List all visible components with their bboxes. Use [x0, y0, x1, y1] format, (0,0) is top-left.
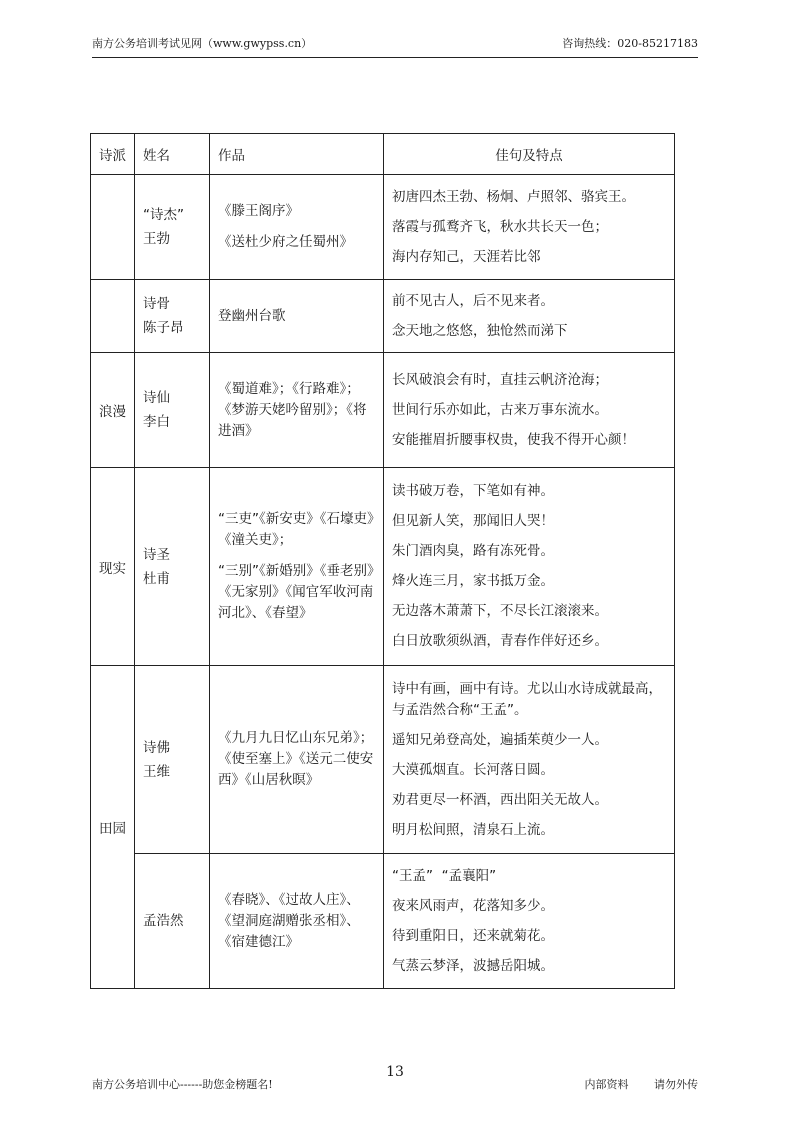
line-item: 无边落木萧萧下，不尽长江滚滚来。 — [392, 603, 608, 619]
line-item: 劝君更尽一杯酒，西出阳关无故人。 — [392, 791, 608, 808]
work-item: 《蜀道难》；《行路难》；《梦游天姥吟留别》；《将进酒》 — [218, 380, 367, 439]
header-site-title: 南方公务培训考试见网（www.gwypss.cn） — [92, 37, 313, 50]
line-item: 念天地之悠悠，独怆然而涕下 — [392, 322, 568, 339]
line-item: 气蒸云梦泽，波撼岳阳城。 — [392, 957, 554, 974]
school-cell: 现实 — [91, 468, 135, 666]
lines-cell — [384, 353, 675, 468]
poet-title: “诗杰” — [143, 207, 184, 223]
table-row — [91, 468, 675, 666]
lines-cell — [384, 175, 675, 280]
line-item: 世间行乐亦如此，古来万事东流水。 — [392, 401, 608, 418]
line-item: 长风破浪会有时，直挂云帆济沧海； — [392, 371, 608, 388]
poet-name: 孟浩然 — [143, 913, 184, 929]
poet-title: 诗骨 — [143, 296, 170, 312]
line-item: 夜来风雨声，花落知多少。 — [392, 897, 554, 914]
work-item: “三吏”《新安吏》《石壕吏》《潼关吏》； — [218, 511, 374, 548]
school-cell — [91, 280, 135, 353]
header-name: 姓名 — [135, 134, 210, 175]
footer-internal-label: 内部资料 — [584, 1078, 629, 1091]
line-item: 烽火连三月，家书抵万金。 — [392, 573, 554, 589]
line-item: 遥知兄弟登高处，遍插茱萸少一人。 — [392, 731, 608, 748]
school-cell: 田园 — [91, 666, 135, 989]
work-item: “三别”《新婚别》《垂老别》《无家别》《闻官军收河南河北》、《春望》 — [218, 563, 374, 621]
header-hotline: 咨询热线：020-85217183 — [562, 37, 698, 50]
works-cell — [210, 175, 384, 280]
table-header-row — [91, 134, 675, 175]
page-header — [92, 35, 698, 55]
lines-cell — [384, 666, 675, 854]
name-cell — [135, 353, 210, 468]
poet-title: 诗仙 — [143, 390, 170, 406]
footer-slogan: 南方公务培训中心------助您金榜题名! — [92, 1078, 273, 1091]
table-row — [91, 666, 675, 854]
poet-name: 李白 — [143, 414, 170, 430]
header-divider — [92, 57, 698, 58]
school-cell: 浪漫 — [91, 353, 135, 468]
line-item: 白日放歌须纵酒，青春作伴好还乡。 — [392, 633, 608, 649]
work-item: 《滕王阁序》 — [218, 203, 299, 219]
line-item: 朱门酒肉臭，路有冻死骨。 — [392, 543, 554, 559]
footer-no-distribute-label: 请勿外传 — [654, 1078, 698, 1091]
line-item: 落霞与孤鹜齐飞，秋水共长天一色； — [392, 218, 608, 235]
line-item: 海内存知己，天涯若比邻 — [392, 248, 541, 265]
line-item: 读书破万卷，下笔如有神。 — [392, 483, 554, 499]
header-lines: 佳句及特点 — [384, 134, 675, 175]
name-cell — [135, 666, 210, 854]
page-footer — [92, 1064, 698, 1094]
line-item: 大漠孤烟直。长河落日圆。 — [392, 761, 554, 778]
line-item: 诗中有画，画中有诗。尤以山水诗成就最高，与孟浩然合称“王孟”。 — [392, 680, 662, 718]
lines-cell — [384, 854, 675, 989]
header-works: 作品 — [210, 134, 384, 175]
works-cell — [210, 666, 384, 854]
page-number: 13 — [386, 1064, 404, 1080]
line-item: 明月松间照，清泉石上流。 — [392, 821, 554, 838]
poet-title: 诗圣 — [143, 546, 170, 563]
name-cell — [135, 854, 210, 989]
footer-notice — [585, 1076, 699, 1092]
line-item: 初唐四杰王勃、杨炯、卢照邻、骆宾王。 — [392, 188, 635, 205]
works-cell — [210, 854, 384, 989]
table-row — [91, 280, 675, 353]
line-item: “王孟” “孟襄阳” — [392, 867, 497, 884]
table-row — [91, 175, 675, 280]
poet-title: 诗佛 — [143, 739, 170, 756]
works-cell — [210, 468, 384, 666]
line-item: 待到重阳日，还来就菊花。 — [392, 927, 554, 944]
poets-table — [90, 133, 675, 989]
name-cell — [135, 280, 210, 353]
poet-name: 王维 — [143, 763, 170, 780]
header-school: 诗派 — [91, 134, 135, 175]
poet-name: 杜甫 — [143, 570, 170, 587]
school-cell — [91, 175, 135, 280]
line-item: 前不见古人，后不见来者。 — [392, 292, 554, 309]
poet-name: 陈子昂 — [143, 320, 184, 336]
line-item: 安能摧眉折腰事权贵，使我不得开心颜！ — [392, 431, 635, 448]
lines-cell — [384, 468, 675, 666]
poet-name: 王勃 — [143, 231, 170, 247]
work-item: 《春晓》、《过故人庄》、《望洞庭湖赠张丞相》、《宿建德江》 — [218, 891, 360, 950]
name-cell — [135, 468, 210, 666]
table-row — [91, 353, 675, 468]
work-item: 《九月九日忆山东兄弟》；《使至塞上》《送元二使安西》《山居秋暝》 — [218, 730, 374, 788]
work-item: 《送杜少府之任蜀州》 — [218, 234, 353, 250]
line-item: 但见新人笑，那闻旧人哭！ — [392, 513, 554, 529]
works-cell — [210, 280, 384, 353]
table-row — [91, 854, 675, 989]
works-cell — [210, 353, 384, 468]
name-cell — [135, 175, 210, 280]
work-item: 登幽州台歌 — [218, 307, 286, 324]
lines-cell — [384, 280, 675, 353]
